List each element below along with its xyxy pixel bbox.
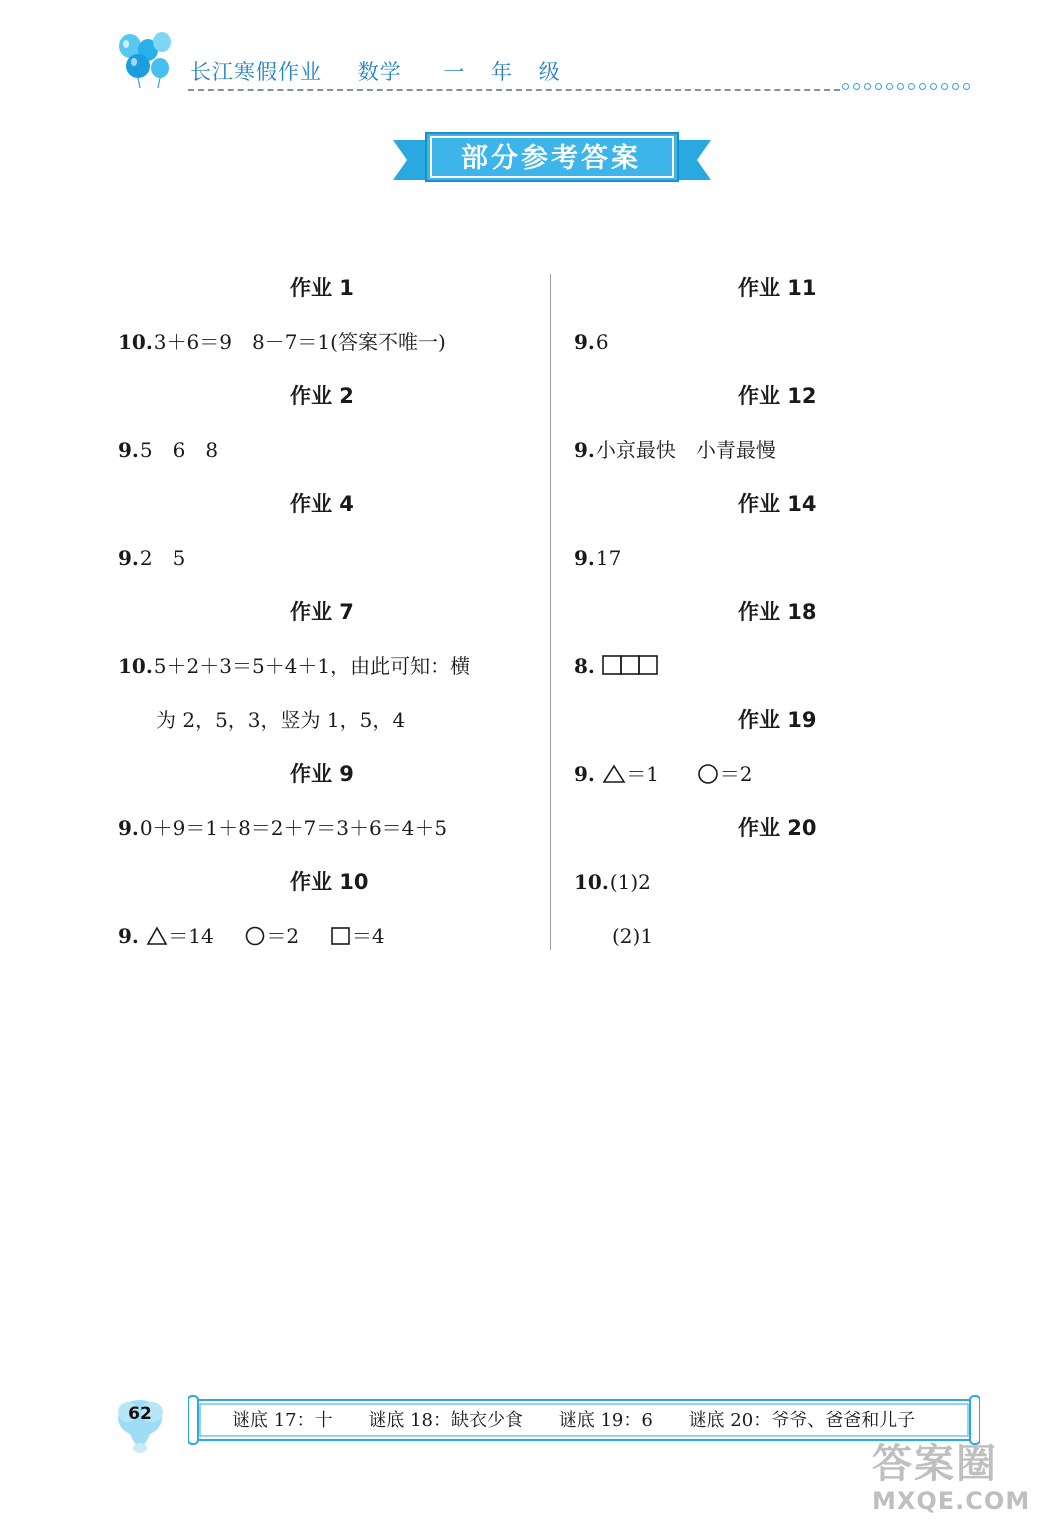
section-title: 作业 4 xyxy=(290,492,354,516)
section-title: 作业 14 xyxy=(738,492,817,516)
page-number: 62 xyxy=(128,1404,152,1424)
riddle-19: 谜底 19：6 xyxy=(558,1410,653,1431)
square-icon xyxy=(330,926,352,946)
riddle-17: 谜底 17：十 xyxy=(232,1410,333,1431)
answer-line: 9.小京最快 小青最慢 xyxy=(574,438,776,462)
section-title: 作业 2 xyxy=(290,384,354,408)
homework-2 xyxy=(118,374,538,482)
answer-line-continued: (2)1 xyxy=(612,924,654,948)
section-title: 作业 9 xyxy=(290,762,354,786)
header-title xyxy=(190,56,570,86)
homework-7 xyxy=(118,590,538,752)
answer-line: 10.3＋6＝9 8－7＝1(答案不唯一) xyxy=(118,330,446,354)
answer-line: 9. ＝1 ＝2 xyxy=(574,762,753,786)
answer-line: 9.6 xyxy=(574,330,609,354)
homework-19 xyxy=(574,698,994,806)
riddle-18: 谜底 18：缺衣少食 xyxy=(368,1410,524,1431)
answer-line: 9.2 5 xyxy=(118,546,186,570)
subject-label: 数学 xyxy=(357,60,402,84)
homework-1 xyxy=(118,266,538,374)
answers-right-column xyxy=(574,266,994,968)
homework-9 xyxy=(118,752,538,860)
homework-18 xyxy=(574,590,994,698)
grade-label: 一 年 级 xyxy=(443,60,570,84)
section-title: 作业 19 xyxy=(738,708,817,732)
three-squares-icon xyxy=(602,654,660,676)
circle-icon xyxy=(244,926,266,946)
section-title: 作业 11 xyxy=(738,276,817,300)
answer-line-continued: 为 2，5，3，竖为 1，5，4 xyxy=(156,708,406,732)
section-title: 作业 20 xyxy=(738,816,817,840)
page-number-badge xyxy=(112,1392,174,1458)
banner-title: 部分参考答案 xyxy=(461,142,641,174)
homework-11 xyxy=(574,266,994,374)
answer-line: 10.5＋2＋3＝5＋4＋1，由此可知：横 xyxy=(118,654,471,678)
answer-line: 10.(1)2 xyxy=(574,870,651,894)
cloud-badge-icon xyxy=(112,1392,174,1458)
answer-line: 9.0＋9＝1＋8＝2＋7＝3＋6＝4＋5 xyxy=(118,816,448,840)
section-title: 作业 10 xyxy=(290,870,369,894)
circle-icon xyxy=(696,764,720,784)
triangle-icon xyxy=(602,764,626,784)
column-divider xyxy=(550,274,551,950)
homework-12 xyxy=(574,374,994,482)
answer-line: 9.5 6 8 xyxy=(118,438,219,462)
homework-20 xyxy=(574,806,994,968)
header-dots xyxy=(842,83,970,90)
header-dash-line xyxy=(188,89,840,91)
watermark-logo: 答案圈 MXQE.COM xyxy=(872,1441,1031,1515)
homework-4 xyxy=(118,482,538,590)
section-title: 作业 7 xyxy=(290,600,354,624)
balloons-icon xyxy=(112,32,174,88)
book-title: 长江寒假作业 xyxy=(190,60,322,84)
homework-14 xyxy=(574,482,994,590)
riddle-answers xyxy=(232,1406,945,1436)
section-title: 作业 18 xyxy=(738,600,817,624)
answers-left-column xyxy=(118,266,538,968)
homework-10 xyxy=(118,860,538,968)
answer-line: 8. xyxy=(574,644,994,698)
triangle-icon xyxy=(146,926,168,946)
riddle-20: 谜底 20：爷爷、爸爸和儿子 xyxy=(688,1410,916,1431)
page-header xyxy=(0,0,1039,110)
section-title: 作业 1 xyxy=(290,276,354,300)
answer-line: 9. ＝14 ＝2 ＝4 xyxy=(118,924,385,948)
section-title: 作业 12 xyxy=(738,384,817,408)
answer-line: 9.17 xyxy=(574,546,622,570)
